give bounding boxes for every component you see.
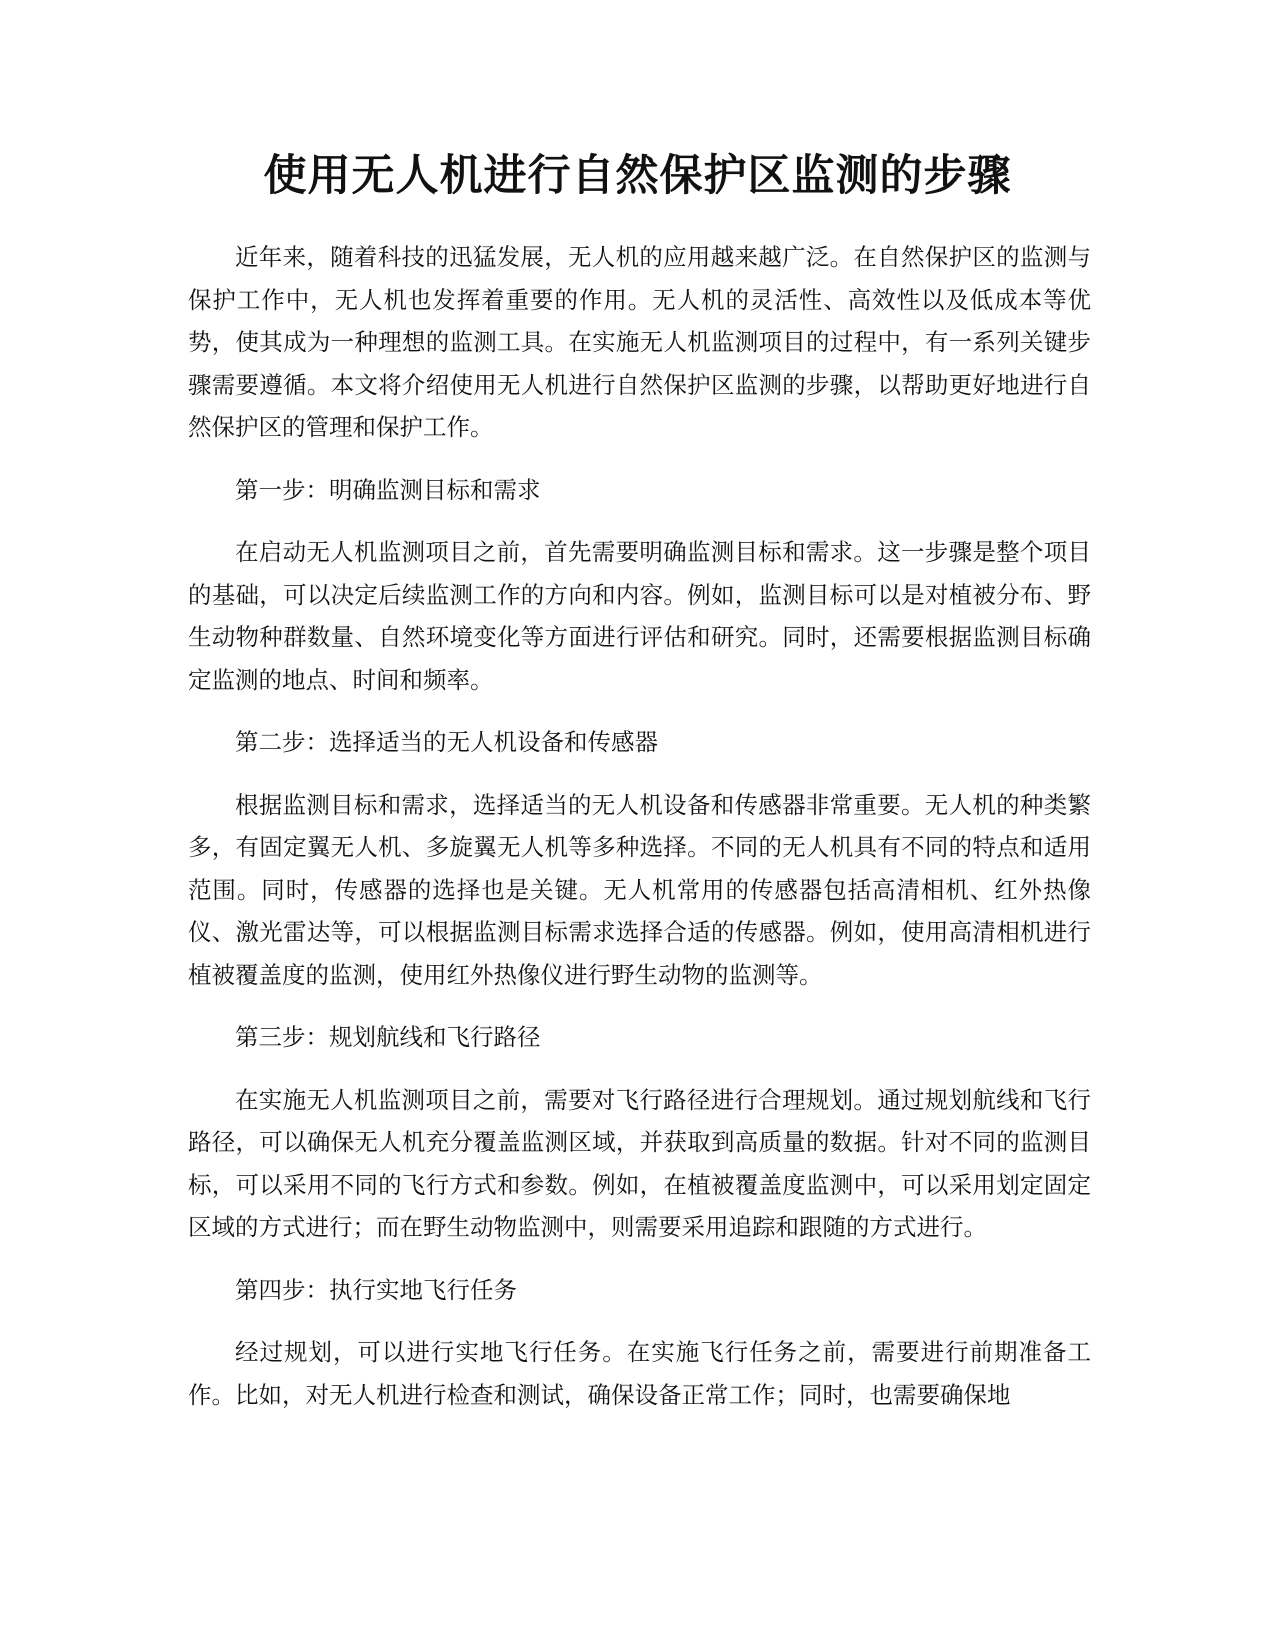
section-4-heading: 第四步：执行实地飞行任务 [235,1275,517,1304]
section-2-heading: 第二步：选择适当的无人机设备和传感器 [235,728,658,756]
section-3-paragraph: 在实施无人机监测项目之前，需要对飞行路径进行合理规划。通过规划航线和飞行路径，可以确保无人机充分覆盖监测区域，并获取到高质量的数据。针对不同的监测目标，可以采用不同的飞行方式和参数。例如，在植被覆盖度监测中，可以采用划定固定区域的方式进行；而在野生动物监测中，则需要采用追踪和跟随的方式进行。 [188,1085,1091,1241]
document-title: 使用无人机进行自然保护区监测的步骤 [263,151,1012,201]
document-body [188,236,1091,1436]
intro-paragraph: 近年来，随着科技的迅猛发展，无人机的应用越来越广泛。在自然保护区的监测与保护工作中，无人机也发挥着重要的作用。无人机的灵活性、高效性以及低成本等优势，使其成为一种理想的监测工具。在实施无人机监测项目的过程中，有一系列关键步骤需要遵循。本文将介绍使用无人机进行自然保护区监测的步骤，以帮助更好地进行自然保护区的管理和保护工作。 [188,243,1091,441]
section-4-paragraph: 经过规划，可以进行实地飞行任务。在实施飞行任务之前，需要进行前期准备工作。比如，对无人机进行检查和测试，确保设备正常工作；同时，也需要确保地 [188,1338,1091,1409]
section-1-paragraph: 在启动无人机监测项目之前，首先需要明确监测目标和需求。这一步骤是整个项目的基础，可以决定后续监测工作的方向和内容。例如，监测目标可以是对植被分布、野生动物种群数量、自然环境变化等方面进行评估和研究。同时，还需要根据监测目标确定监测的地点、时间和频率。 [188,538,1091,694]
section-1-heading: 第一步：明确监测目标和需求 [235,475,541,504]
section-2-paragraph: 根据监测目标和需求，选择适当的无人机设备和传感器非常重要。无人机的种类繁多，有固定翼无人机、多旋翼无人机等多种选择。不同的无人机具有不同的特点和适用范围。同时，传感器的选择也是关键。无人机常用的传感器包括高清相机、红外热像仪、激光雷达等，可以根据监测目标需求选择合适的传感器。例如，使用高清相机进行植被覆盖度的监测，使用红外热像仪进行野生动物的监测等。 [188,790,1091,989]
section-3-heading: 第三步：规划航线和飞行路径 [235,1023,541,1051]
